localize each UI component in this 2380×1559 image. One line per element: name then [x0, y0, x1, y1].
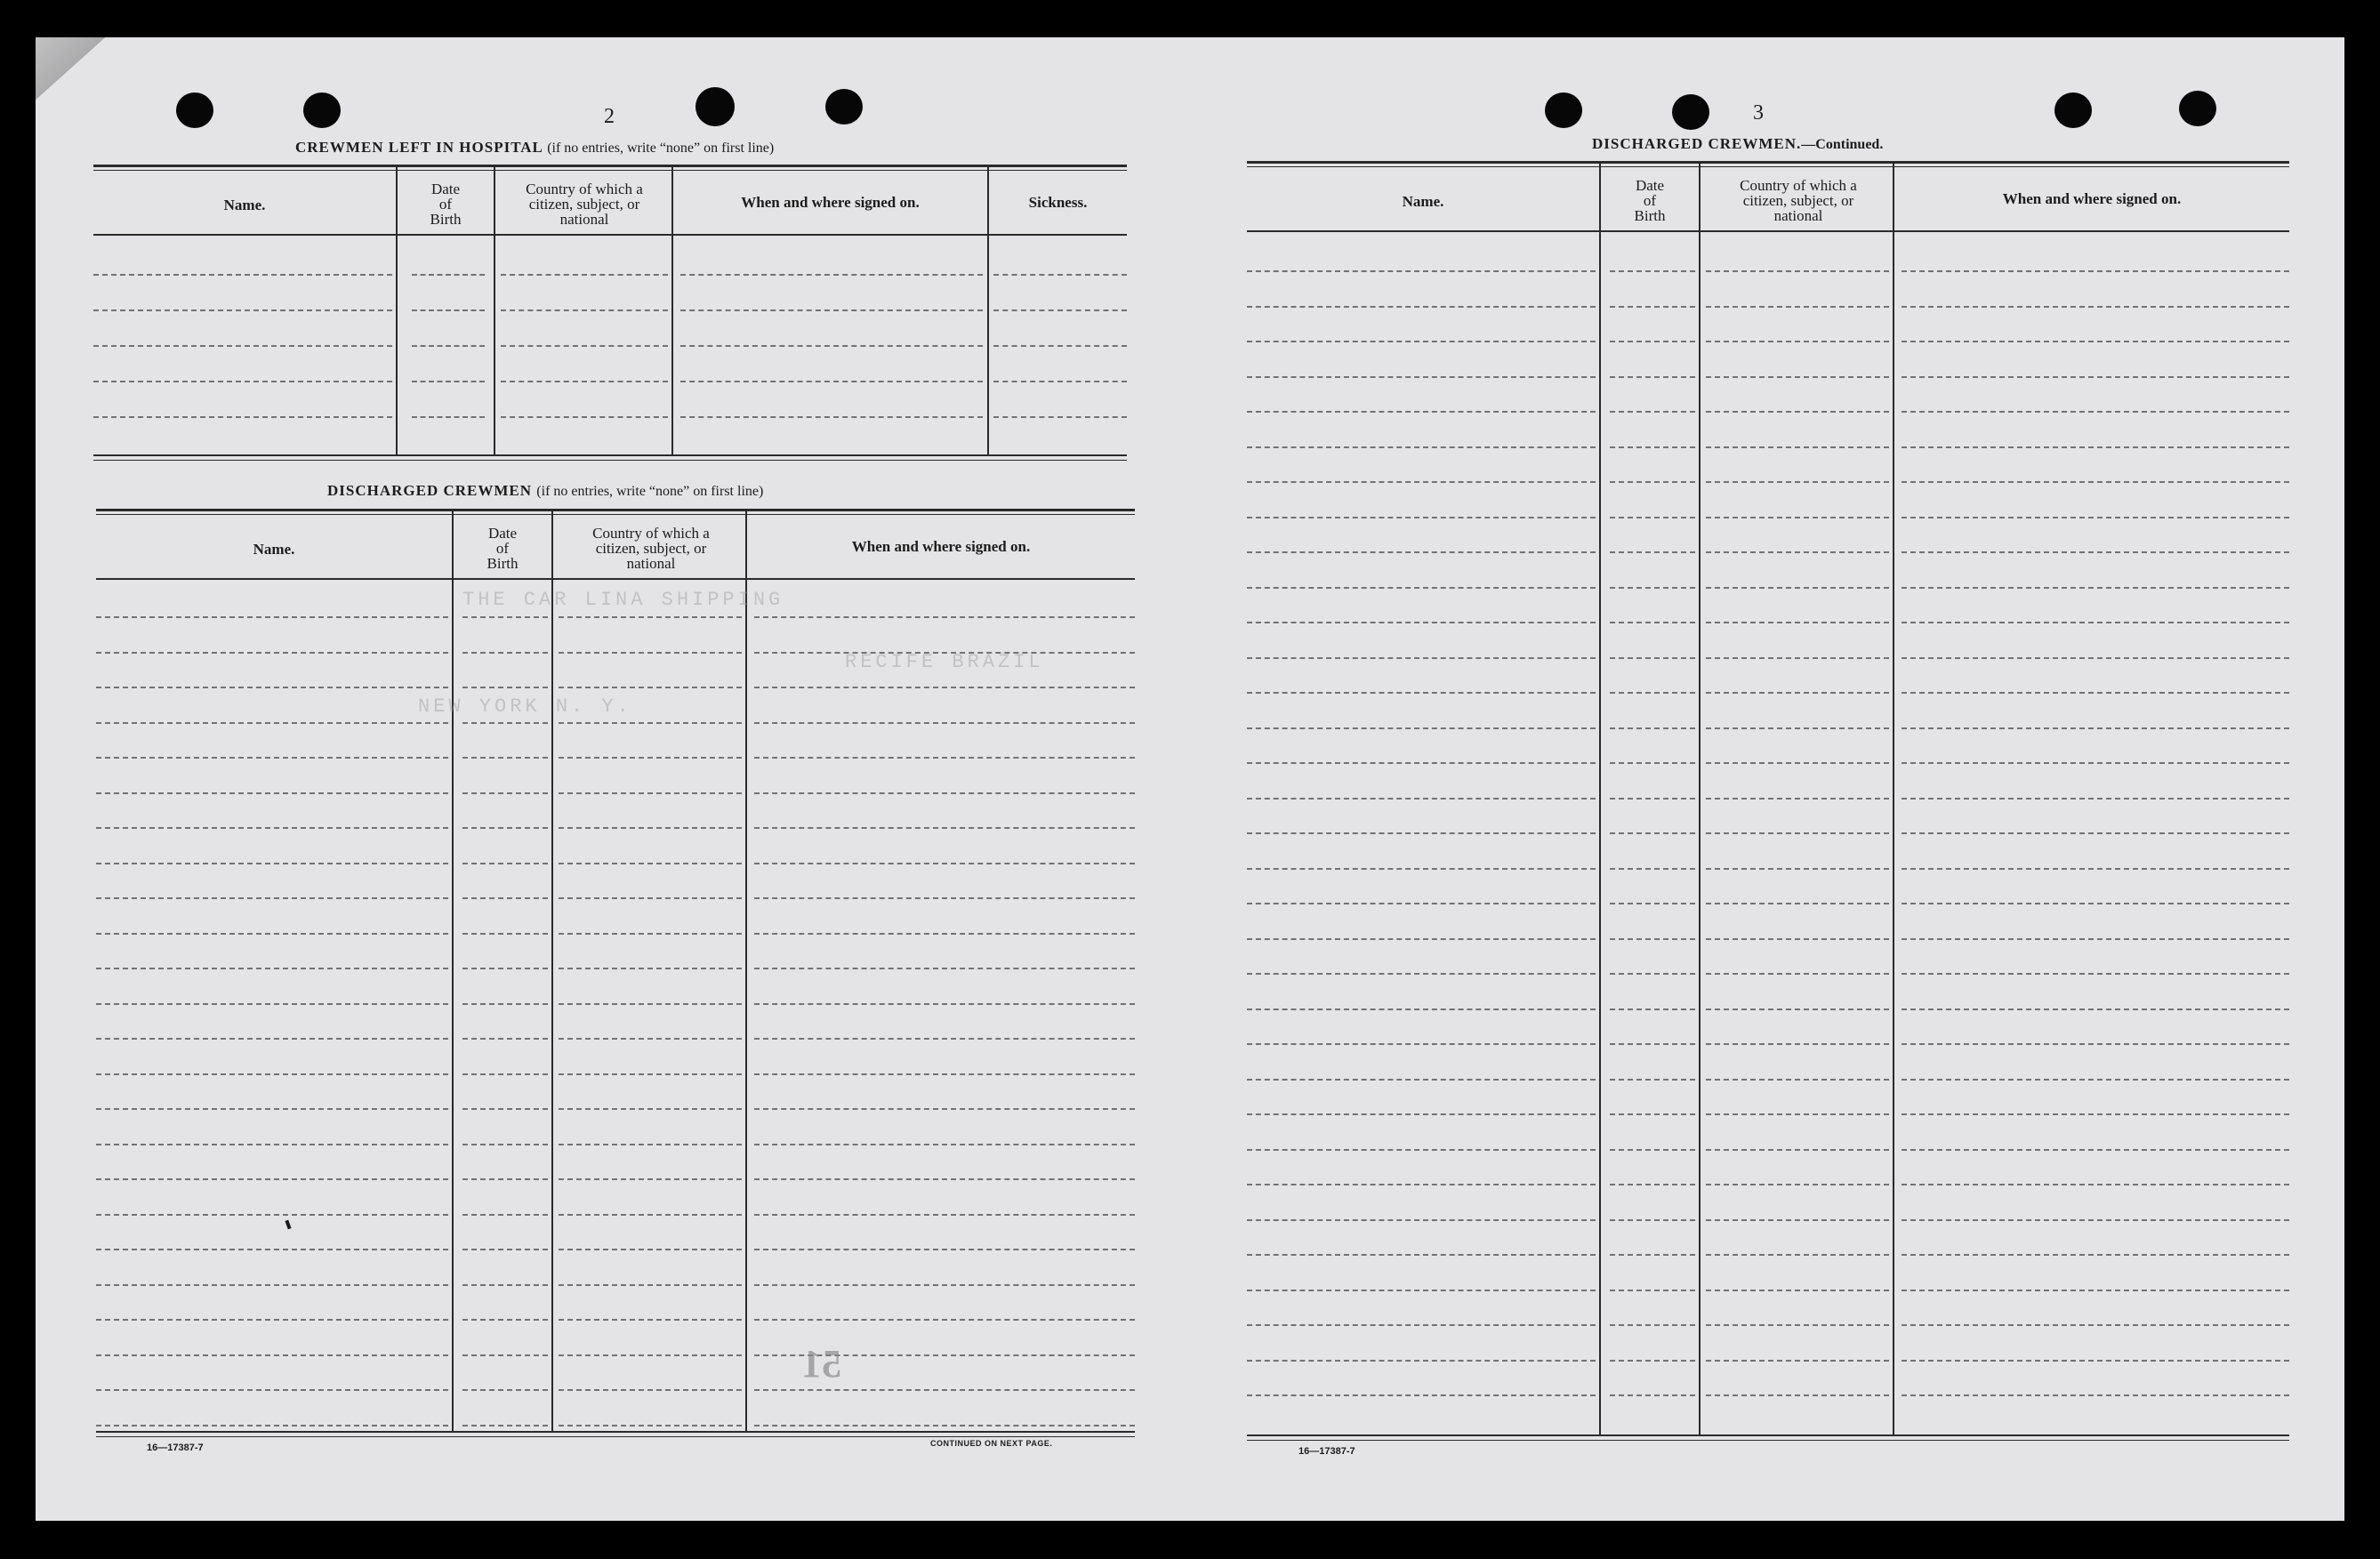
dotted-entry-line	[754, 1214, 1135, 1216]
dotted-entry-line	[462, 933, 548, 935]
dotted-entry-line	[1706, 832, 1889, 834]
dotted-entry-line	[462, 616, 548, 618]
dotted-entry-line	[1610, 1184, 1695, 1185]
dotted-entry-line	[1610, 657, 1695, 659]
dotted-entry-line	[96, 757, 448, 759]
dotted-entry-line	[1610, 1360, 1695, 1362]
dotted-entry-line	[1247, 517, 1596, 518]
dotted-entry-line	[1247, 762, 1596, 764]
dotted-entry-line	[559, 1284, 742, 1286]
dotted-entry-line	[754, 968, 1135, 969]
page-number-right: 3	[1753, 101, 1764, 125]
dotted-entry-line	[96, 1284, 448, 1286]
dotted-entry-line	[462, 1144, 548, 1145]
dotted-entry-line	[462, 687, 548, 688]
dotted-entry-line	[1902, 1290, 2289, 1291]
dotted-entry-line	[412, 309, 485, 311]
discharged-left-col-signed: When and where signed on.	[851, 538, 1031, 555]
dotted-entry-line	[1247, 551, 1596, 553]
hospital-col-name: Name.	[223, 197, 266, 213]
dotted-entry-line	[1610, 1009, 1695, 1010]
dotted-entry-line	[1902, 446, 2289, 448]
dotted-entry-line	[1610, 1290, 1695, 1291]
dotted-entry-line	[1247, 868, 1596, 870]
dotted-entry-line	[993, 309, 1127, 311]
dotted-entry-line	[559, 1389, 742, 1391]
hospital-col-sickness: Sickness.	[1028, 194, 1088, 211]
dotted-entry-line	[462, 1284, 548, 1286]
dotted-entry-line	[559, 1214, 742, 1216]
punch-hole	[176, 92, 213, 128]
dotted-entry-line	[559, 827, 742, 829]
dotted-entry-line	[1610, 1079, 1695, 1081]
dotted-entry-line	[1706, 1219, 1889, 1221]
dotted-entry-line	[754, 616, 1135, 618]
dotted-entry-line	[96, 968, 448, 969]
dotted-entry-line	[559, 687, 742, 688]
dotted-entry-line	[412, 381, 485, 382]
dotted-entry-line	[93, 381, 392, 382]
hospital-title-note: (if no entries, write “none” on first line)	[547, 141, 775, 156]
dotted-entry-line	[754, 722, 1135, 724]
dotted-entry-line	[1902, 1394, 2289, 1396]
page-number-left: 2	[604, 105, 615, 128]
dotted-entry-line	[1706, 798, 1889, 800]
ghost-stamp: RECIFE BRAZIL	[845, 651, 1044, 673]
dotted-entry-line	[1902, 481, 2289, 483]
dotted-entry-line	[559, 1354, 742, 1356]
dotted-entry-line	[1247, 1360, 1596, 1362]
dotted-entry-line	[1247, 1184, 1596, 1185]
dotted-entry-line	[1902, 517, 2289, 518]
dotted-entry-line	[462, 1108, 548, 1110]
dotted-entry-line	[93, 416, 392, 418]
dotted-entry-line	[1902, 1009, 2289, 1010]
discharged-table-right	[1247, 161, 2289, 1436]
hospital-table	[93, 165, 1127, 456]
dotted-entry-line	[1902, 1254, 2289, 1256]
dotted-entry-line	[1902, 657, 2289, 659]
dotted-entry-line	[1247, 727, 1596, 729]
dotted-entry-line	[559, 792, 742, 794]
dotted-entry-line	[1706, 587, 1889, 589]
dotted-entry-line	[96, 1178, 448, 1180]
dotted-entry-line	[1902, 973, 2289, 975]
dotted-entry-line	[754, 1038, 1135, 1040]
ghost-stamp: NEW YORK N. Y.	[418, 695, 632, 718]
dotted-entry-line	[1247, 903, 1596, 904]
dotted-entry-line	[559, 652, 742, 654]
dotted-entry-line	[754, 792, 1135, 794]
dotted-entry-line	[559, 1038, 742, 1040]
dotted-entry-line	[1247, 1254, 1596, 1256]
dotted-entry-line	[1610, 446, 1695, 448]
hospital-col-signed: When and where signed on.	[741, 194, 920, 211]
dotted-entry-line	[754, 1284, 1135, 1286]
dotted-entry-line	[1706, 551, 1889, 553]
dotted-entry-line	[1706, 1009, 1889, 1010]
dotted-entry-line	[1610, 727, 1695, 729]
punch-hole	[1672, 94, 1709, 130]
dotted-entry-line	[1610, 692, 1695, 694]
dotted-entry-line	[96, 1249, 448, 1250]
dotted-entry-line	[1902, 587, 2289, 589]
dotted-entry-line	[1247, 798, 1596, 800]
dotted-entry-line	[1610, 1149, 1695, 1151]
dotted-entry-line	[96, 1389, 448, 1391]
dotted-entry-line	[754, 1108, 1135, 1110]
dotted-entry-line	[680, 274, 983, 276]
dotted-entry-line	[559, 616, 742, 618]
dotted-entry-line	[1610, 270, 1695, 272]
dotted-entry-line	[1706, 481, 1889, 483]
dotted-entry-line	[680, 309, 983, 311]
dotted-entry-line	[1902, 1360, 2289, 1362]
dotted-entry-line	[462, 1038, 548, 1040]
punch-hole	[825, 89, 863, 125]
dotted-entry-line	[1902, 1079, 2289, 1081]
dotted-entry-line	[462, 1425, 548, 1426]
dotted-entry-line	[501, 345, 668, 347]
dotted-entry-line	[1610, 411, 1695, 413]
dotted-entry-line	[96, 827, 448, 829]
dotted-entry-line	[1610, 1113, 1695, 1115]
dotted-entry-line	[1610, 1324, 1695, 1326]
dotted-entry-line	[412, 345, 485, 347]
dotted-entry-line	[1610, 481, 1695, 483]
dotted-entry-line	[1706, 1394, 1889, 1396]
dotted-entry-line	[1247, 341, 1596, 342]
dotted-entry-line	[462, 1249, 548, 1250]
dotted-entry-line	[462, 1389, 548, 1391]
dotted-entry-line	[680, 416, 983, 418]
discharged-left-col-name: Name.	[253, 541, 295, 558]
dotted-entry-line	[96, 1354, 448, 1356]
dotted-entry-line	[1247, 306, 1596, 308]
dotted-entry-line	[96, 1214, 448, 1216]
dotted-entry-line	[412, 416, 485, 418]
right-col-country: Country of which a citizen, subject, or national	[1740, 177, 1857, 224]
discharged-section-title	[327, 482, 763, 500]
dotted-entry-line	[462, 1214, 548, 1216]
dotted-entry-line	[1610, 1043, 1695, 1045]
dotted-entry-line	[1902, 727, 2289, 729]
dotted-entry-line	[680, 345, 983, 347]
dotted-entry-line	[462, 722, 548, 724]
dotted-entry-line	[559, 897, 742, 899]
dotted-entry-line	[1706, 938, 1889, 940]
dotted-entry-line	[1247, 270, 1596, 272]
dotted-entry-line	[754, 933, 1135, 935]
dotted-entry-line	[501, 274, 668, 276]
discharged-left-col-country: Country of which a citizen, subject, or national	[592, 525, 710, 572]
dotted-entry-line	[1902, 1184, 2289, 1185]
dotted-entry-line	[501, 309, 668, 311]
dotted-entry-line	[1706, 270, 1889, 272]
dotted-entry-line	[96, 1108, 448, 1110]
right-col-name: Name.	[1402, 193, 1444, 210]
hospital-col-dob: Date of Birth	[430, 181, 462, 228]
dotted-entry-line	[1247, 622, 1596, 623]
dotted-entry-line	[1706, 411, 1889, 413]
dotted-entry-line	[1610, 762, 1695, 764]
dotted-entry-line	[559, 1108, 742, 1110]
dotted-entry-line	[1706, 622, 1889, 623]
dotted-entry-line	[993, 416, 1127, 418]
dotted-entry-line	[1610, 798, 1695, 800]
dotted-entry-line	[462, 863, 548, 864]
punch-hole	[1545, 92, 1582, 128]
dotted-entry-line	[1706, 1360, 1889, 1362]
dotted-entry-line	[754, 1319, 1135, 1321]
dotted-entry-line	[462, 1003, 548, 1005]
dotted-entry-line	[1610, 587, 1695, 589]
dotted-entry-line	[1247, 376, 1596, 378]
dotted-entry-line	[1247, 1009, 1596, 1010]
form-number-right: 16—17387-7	[1299, 1446, 1355, 1457]
dotted-entry-line	[1610, 622, 1695, 623]
dotted-entry-line	[1610, 551, 1695, 553]
dotted-entry-line	[559, 1073, 742, 1075]
dotted-entry-line	[754, 1389, 1135, 1391]
ghost-stamp: THE CAR LINA SHIPPING	[462, 589, 784, 611]
dotted-entry-line	[1247, 481, 1596, 483]
dotted-entry-line	[1610, 1219, 1695, 1221]
dotted-entry-line	[993, 381, 1127, 382]
dotted-entry-line	[1247, 657, 1596, 659]
dotted-entry-line	[462, 757, 548, 759]
dotted-entry-line	[462, 1319, 548, 1321]
dotted-entry-line	[462, 1073, 548, 1075]
dotted-entry-line	[754, 1425, 1135, 1426]
discharged-left-col-dob: Date of Birth	[486, 525, 519, 572]
dotted-entry-line	[1902, 551, 2289, 553]
dotted-entry-line	[1706, 727, 1889, 729]
dotted-entry-line	[559, 968, 742, 969]
dotted-entry-line	[1706, 1254, 1889, 1256]
dotted-entry-line	[1902, 1113, 2289, 1115]
dotted-entry-line	[1902, 1219, 2289, 1221]
dotted-entry-line	[754, 687, 1135, 688]
dotted-entry-line	[1706, 376, 1889, 378]
right-section-title	[1592, 135, 1883, 153]
dotted-entry-line	[1247, 1324, 1596, 1326]
punch-hole	[2179, 91, 2216, 126]
dotted-entry-line	[1706, 1149, 1889, 1151]
dotted-entry-line	[1247, 1113, 1596, 1115]
dotted-entry-line	[559, 1249, 742, 1250]
form-number-left: 16—17387-7	[147, 1442, 204, 1453]
dotted-entry-line	[1610, 517, 1695, 518]
dotted-entry-line	[96, 652, 448, 654]
punch-hole	[303, 92, 341, 128]
dotted-entry-line	[96, 1073, 448, 1075]
dotted-entry-line	[96, 1003, 448, 1005]
dotted-entry-line	[1247, 587, 1596, 589]
dotted-entry-line	[559, 1425, 742, 1426]
dotted-entry-line	[1902, 798, 2289, 800]
dotted-entry-line	[1247, 692, 1596, 694]
dotted-entry-line	[559, 1144, 742, 1145]
dotted-entry-line	[501, 416, 668, 418]
dotted-entry-line	[462, 827, 548, 829]
discharged-table-left	[96, 509, 1135, 1433]
dotted-entry-line	[1247, 973, 1596, 975]
dotted-entry-line	[501, 381, 668, 382]
dotted-entry-line	[1247, 1079, 1596, 1081]
dotted-entry-line	[96, 897, 448, 899]
dotted-entry-line	[1706, 517, 1889, 518]
dotted-entry-line	[462, 792, 548, 794]
dotted-entry-line	[1902, 270, 2289, 272]
dotted-entry-line	[1610, 1254, 1695, 1256]
right-col-signed: When and where signed on.	[2002, 190, 2182, 207]
dotted-entry-line	[1706, 657, 1889, 659]
dotted-entry-line	[559, 1003, 742, 1005]
bleed-through-number: 51	[802, 1342, 841, 1386]
dotted-entry-line	[1610, 973, 1695, 975]
dotted-entry-line	[96, 687, 448, 688]
dotted-entry-line	[559, 933, 742, 935]
hospital-section-title	[295, 139, 774, 157]
dotted-entry-line	[1902, 1043, 2289, 1045]
dotted-entry-line	[754, 1144, 1135, 1145]
dotted-entry-line	[1706, 1324, 1889, 1326]
dotted-entry-line	[462, 1178, 548, 1180]
dotted-entry-line	[1247, 832, 1596, 834]
dotted-entry-line	[1706, 306, 1889, 308]
dotted-entry-line	[1706, 868, 1889, 870]
dotted-entry-line	[96, 1319, 448, 1321]
dotted-entry-line	[96, 1144, 448, 1145]
dotted-entry-line	[1706, 1043, 1889, 1045]
dotted-entry-line	[754, 863, 1135, 864]
dotted-entry-line	[993, 345, 1127, 347]
dotted-entry-line	[1247, 1219, 1596, 1221]
dotted-entry-line	[1902, 903, 2289, 904]
discharged-title-text: DISCHARGED CREWMEN	[327, 482, 533, 499]
dotted-entry-line	[559, 722, 742, 724]
right-title-continued: —Continued.	[1801, 137, 1884, 152]
dotted-entry-line	[1706, 1113, 1889, 1115]
dotted-entry-line	[412, 274, 485, 276]
dotted-entry-line	[754, 1178, 1135, 1180]
dotted-entry-line	[462, 1354, 548, 1356]
dotted-entry-line	[93, 274, 392, 276]
continued-note: CONTINUED ON NEXT PAGE.	[930, 1439, 1053, 1448]
dotted-entry-line	[1247, 1149, 1596, 1151]
dotted-entry-line	[1247, 1290, 1596, 1291]
dotted-entry-line	[1902, 762, 2289, 764]
dotted-entry-line	[1706, 1079, 1889, 1081]
dotted-entry-line	[754, 1073, 1135, 1075]
dotted-entry-line	[462, 897, 548, 899]
dotted-entry-line	[559, 1178, 742, 1180]
dotted-entry-line	[1902, 306, 2289, 308]
dotted-entry-line	[1610, 306, 1695, 308]
dotted-entry-line	[93, 309, 392, 311]
dotted-entry-line	[1247, 1394, 1596, 1396]
dotted-entry-line	[1902, 622, 2289, 623]
dotted-entry-line	[1247, 411, 1596, 413]
dotted-entry-line	[96, 792, 448, 794]
dotted-entry-line	[1706, 341, 1889, 342]
dotted-entry-line	[1247, 938, 1596, 940]
right-title-text: DISCHARGED CREWMEN.	[1592, 135, 1802, 152]
dotted-entry-line	[1902, 376, 2289, 378]
dotted-entry-line	[1706, 1290, 1889, 1291]
dotted-entry-line	[1610, 341, 1695, 342]
dotted-entry-line	[96, 863, 448, 864]
dotted-entry-line	[754, 757, 1135, 759]
dotted-entry-line	[1706, 762, 1889, 764]
hospital-title-text: CREWMEN LEFT IN HOSPITAL	[295, 139, 543, 156]
dotted-entry-line	[993, 274, 1127, 276]
dotted-entry-line	[1902, 832, 2289, 834]
dotted-entry-line	[754, 1249, 1135, 1250]
dotted-entry-line	[96, 1425, 448, 1426]
dotted-entry-line	[559, 1319, 742, 1321]
dotted-entry-line	[1247, 446, 1596, 448]
dotted-entry-line	[680, 381, 983, 382]
dotted-entry-line	[1706, 1184, 1889, 1185]
dotted-entry-line	[1902, 868, 2289, 870]
dotted-entry-line	[1247, 1043, 1596, 1045]
dotted-entry-line	[96, 1038, 448, 1040]
dotted-entry-line	[754, 897, 1135, 899]
dotted-entry-line	[754, 1003, 1135, 1005]
dotted-entry-line	[462, 968, 548, 969]
discharged-title-note: (if no entries, write “none” on first line)	[536, 484, 764, 499]
dotted-entry-line	[96, 933, 448, 935]
dotted-entry-line	[1706, 446, 1889, 448]
dotted-entry-line	[1902, 1149, 2289, 1151]
dotted-entry-line	[96, 722, 448, 724]
right-col-dob: Date of Birth	[1634, 177, 1666, 224]
dotted-entry-line	[1610, 832, 1695, 834]
dotted-entry-line	[1902, 692, 2289, 694]
dotted-entry-line	[754, 827, 1135, 829]
dotted-entry-line	[1902, 341, 2289, 342]
dotted-entry-line	[1706, 973, 1889, 975]
dotted-entry-line	[1610, 1394, 1695, 1396]
dotted-entry-line	[1706, 692, 1889, 694]
dotted-entry-line	[1706, 903, 1889, 904]
dotted-entry-line	[1902, 411, 2289, 413]
dotted-entry-line	[1902, 938, 2289, 940]
dotted-entry-line	[1610, 903, 1695, 904]
dotted-entry-line	[1610, 376, 1695, 378]
dotted-entry-line	[93, 345, 392, 347]
punch-hole	[696, 87, 735, 126]
dotted-entry-line	[96, 616, 448, 618]
dotted-entry-line	[462, 652, 548, 654]
dotted-entry-line	[1610, 938, 1695, 940]
hospital-col-country: Country of which a citizen, subject, or national	[526, 181, 643, 228]
dotted-entry-line	[559, 863, 742, 864]
dotted-entry-line	[1610, 868, 1695, 870]
dotted-entry-line	[1902, 1324, 2289, 1326]
punch-hole	[2054, 92, 2092, 128]
dotted-entry-line	[559, 757, 742, 759]
